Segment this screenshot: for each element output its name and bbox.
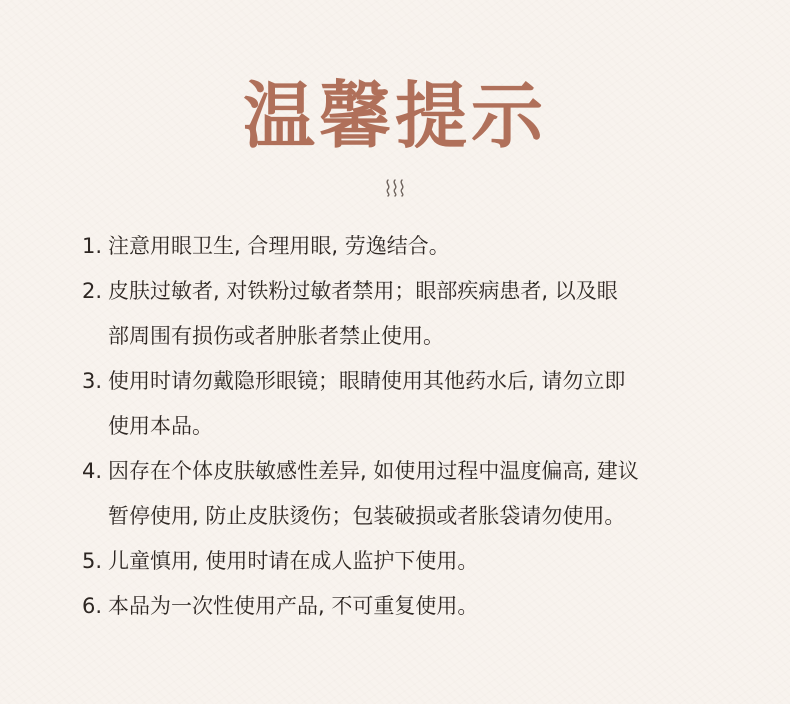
list-item <box>82 269 742 359</box>
item-text: 使用时请勿戴隐形眼镜；眼睛使用其他药水后, 请勿立即 使用本品。 <box>108 369 626 438</box>
item-number: 2. <box>82 279 103 303</box>
item-text: 本品为一次性使用产品, 不可重复使用。 <box>108 594 479 618</box>
item-number: 3. <box>82 369 103 393</box>
list-item <box>82 539 742 584</box>
list-item <box>82 359 742 449</box>
item-text: 皮肤过敏者, 对铁粉过敏者禁用；眼部疾病患者, 以及眼 部周围有损伤或者肿胀者禁止使用。 <box>108 279 618 348</box>
item-number: 1. <box>82 234 103 258</box>
tips-list <box>82 224 742 629</box>
list-item <box>82 449 742 539</box>
item-text: 注意用眼卫生, 合理用眼, 劳逸结合。 <box>108 234 450 258</box>
steam-icon <box>380 178 410 198</box>
list-item <box>82 584 742 629</box>
item-text: 因存在个体皮肤敏感性差异, 如使用过程中温度偏高, 建议 暂停使用, 防止皮肤烫伤；包装破损或者胀袋请勿使用。 <box>108 459 639 528</box>
item-number: 5. <box>82 549 103 573</box>
item-text: 儿童慎用, 使用时请在成人监护下使用。 <box>108 549 479 573</box>
page-title: 温馨提示 <box>242 74 547 158</box>
list-item <box>82 224 742 269</box>
item-number: 6. <box>82 594 103 618</box>
item-number: 4. <box>82 459 103 483</box>
